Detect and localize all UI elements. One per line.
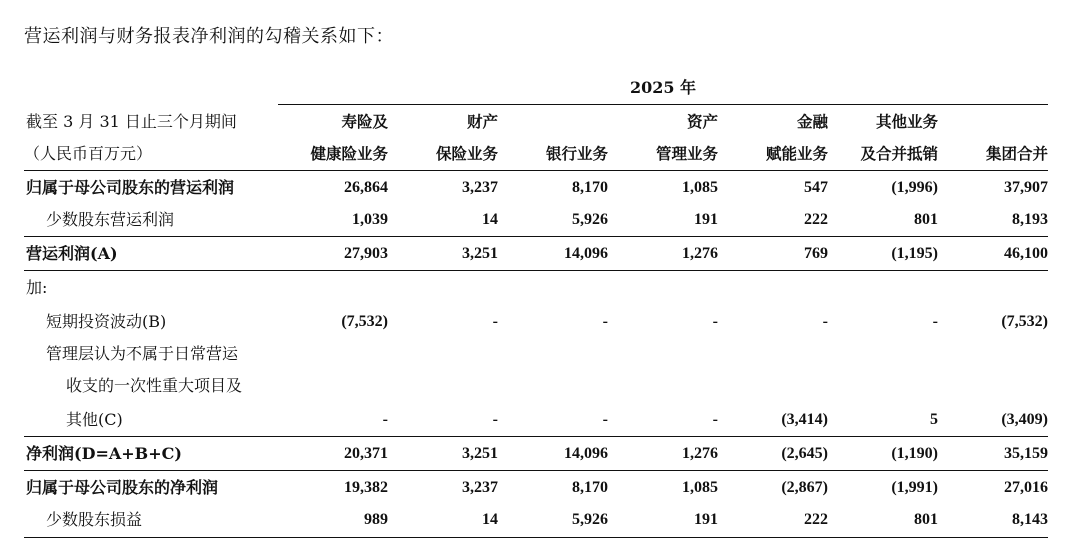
cell-life-health: 989: [364, 511, 388, 528]
year-rule: [278, 104, 1048, 105]
table-row: [0, 272, 1080, 304]
row-label: 少数股东损益: [46, 510, 143, 529]
cell-property: 3,237: [462, 179, 498, 196]
cell-property: -: [492, 411, 498, 428]
cell-asset: 191: [694, 511, 718, 528]
cell-life-health: 27,903: [344, 245, 388, 262]
col-property-line2: 保险业务: [435, 144, 498, 163]
col-asset-line1: 资产: [686, 112, 718, 131]
cell-property: 3,237: [462, 479, 498, 496]
subtotal-rule: [24, 236, 1048, 237]
cell-bank: 8,170: [572, 479, 608, 496]
col-asset-line2: 管理业务: [655, 144, 718, 163]
cell-bank: -: [602, 313, 608, 330]
cell-property: 3,251: [462, 445, 498, 462]
cell-fintech: (3,414): [781, 411, 828, 428]
cell-bank: 5,926: [572, 511, 608, 528]
cell-asset: 1,085: [682, 479, 718, 496]
cell-asset: 191: [694, 211, 718, 228]
table-row: [0, 338, 1080, 370]
cell-group: 8,143: [1012, 511, 1048, 528]
cell-other: 801: [914, 511, 938, 528]
header-rule: [24, 170, 1048, 171]
intro-text: 营运利润与财务报表净利润的勾稽关系如下：: [24, 26, 394, 47]
cell-group: (7,532): [1001, 313, 1048, 330]
col-bank-line2: 银行业务: [545, 144, 608, 163]
cell-fintech: -: [822, 313, 828, 330]
cell-group: 35,159: [1004, 445, 1048, 462]
col-life-health-line1: 寿险及: [341, 112, 388, 131]
cell-fintech: (2,645): [781, 445, 828, 462]
col-other-line1: 其他业务: [875, 112, 938, 131]
cell-asset: 1,276: [682, 445, 718, 462]
cell-group: 37,907: [1004, 179, 1048, 196]
cell-group: 8,193: [1012, 211, 1048, 228]
header-row-1: [0, 106, 1080, 138]
table-row: [0, 172, 1080, 204]
row-label: 少数股东营运利润: [46, 210, 175, 229]
cell-life-health: 26,864: [344, 179, 388, 196]
year-header: 2025 年: [629, 78, 697, 97]
cell-other: (1,991): [891, 479, 938, 496]
cell-bank: 5,926: [572, 211, 608, 228]
row-label: 归属于母公司股东的营运利润: [26, 178, 235, 197]
cell-property: 14: [482, 211, 498, 228]
cell-group: 46,100: [1004, 245, 1048, 262]
cell-asset: -: [712, 313, 718, 330]
cell-fintech: 222: [804, 511, 828, 528]
table-row: [0, 472, 1080, 504]
cell-other: 5: [930, 411, 938, 428]
header-row-2: [0, 138, 1080, 170]
cell-life-health: -: [382, 411, 388, 428]
row-label: 管理层认为不属于日常营运: [46, 344, 239, 363]
cell-asset: -: [712, 411, 718, 428]
table-row: [0, 404, 1080, 436]
cell-property: 14: [482, 511, 498, 528]
cell-property: 3,251: [462, 245, 498, 262]
cell-bank: 14,096: [564, 245, 608, 262]
cell-life-health: 20,371: [344, 445, 388, 462]
table-row: [0, 204, 1080, 236]
col-fintech-line1: 金融: [796, 112, 828, 131]
row-label: 加:: [26, 278, 48, 297]
table-row: [0, 370, 1080, 402]
row-label: 营运利润(A): [26, 244, 118, 263]
cell-other: (1,996): [891, 179, 938, 196]
col-life-health-line2: 健康险业务: [310, 144, 388, 163]
cell-life-health: 1,039: [352, 211, 388, 228]
period-label: 截至 3 月 31 日止三个月期间: [26, 112, 237, 131]
cell-bank: 14,096: [564, 445, 608, 462]
row-label: 净利润(D=A+B+C): [26, 444, 182, 463]
cell-fintech: 547: [804, 179, 828, 196]
bottom-rule: [24, 537, 1048, 538]
row-label: 收支的一次性重大项目及: [66, 376, 243, 395]
col-property-line1: 财产: [466, 112, 498, 131]
cell-other: 801: [914, 211, 938, 228]
cell-bank: 8,170: [572, 179, 608, 196]
cell-fintech: 769: [804, 245, 828, 262]
row-label: 其他(C): [66, 410, 123, 429]
col-fintech-line2: 赋能业务: [765, 144, 828, 163]
cell-other: (1,195): [891, 245, 938, 262]
row-label: 归属于母公司股东的净利润: [26, 478, 219, 497]
table-row: [0, 438, 1080, 470]
cell-group: 27,016: [1004, 479, 1048, 496]
cell-other: (1,190): [891, 445, 938, 462]
cell-property: -: [492, 313, 498, 330]
unit-label: （人民币百万元）: [24, 144, 153, 163]
section-rule: [24, 270, 1048, 271]
cell-bank: -: [602, 411, 608, 428]
table-row: [0, 306, 1080, 338]
col-group-line2: 集团合并: [985, 144, 1048, 163]
cell-asset: 1,276: [682, 245, 718, 262]
cell-fintech: 222: [804, 211, 828, 228]
cell-fintech: (2,867): [781, 479, 828, 496]
total-rule: [24, 436, 1048, 437]
net-profit-rule: [24, 470, 1048, 471]
row-label: 短期投资波动(B): [46, 312, 167, 331]
col-other-line2: 及合并抵销: [860, 144, 938, 163]
cell-asset: 1,085: [682, 179, 718, 196]
cell-life-health: (7,532): [341, 313, 388, 330]
table-row: [0, 238, 1080, 270]
cell-other: -: [932, 313, 938, 330]
cell-group: (3,409): [1001, 411, 1048, 428]
table-row: [0, 504, 1080, 536]
cell-life-health: 19,382: [344, 479, 388, 496]
